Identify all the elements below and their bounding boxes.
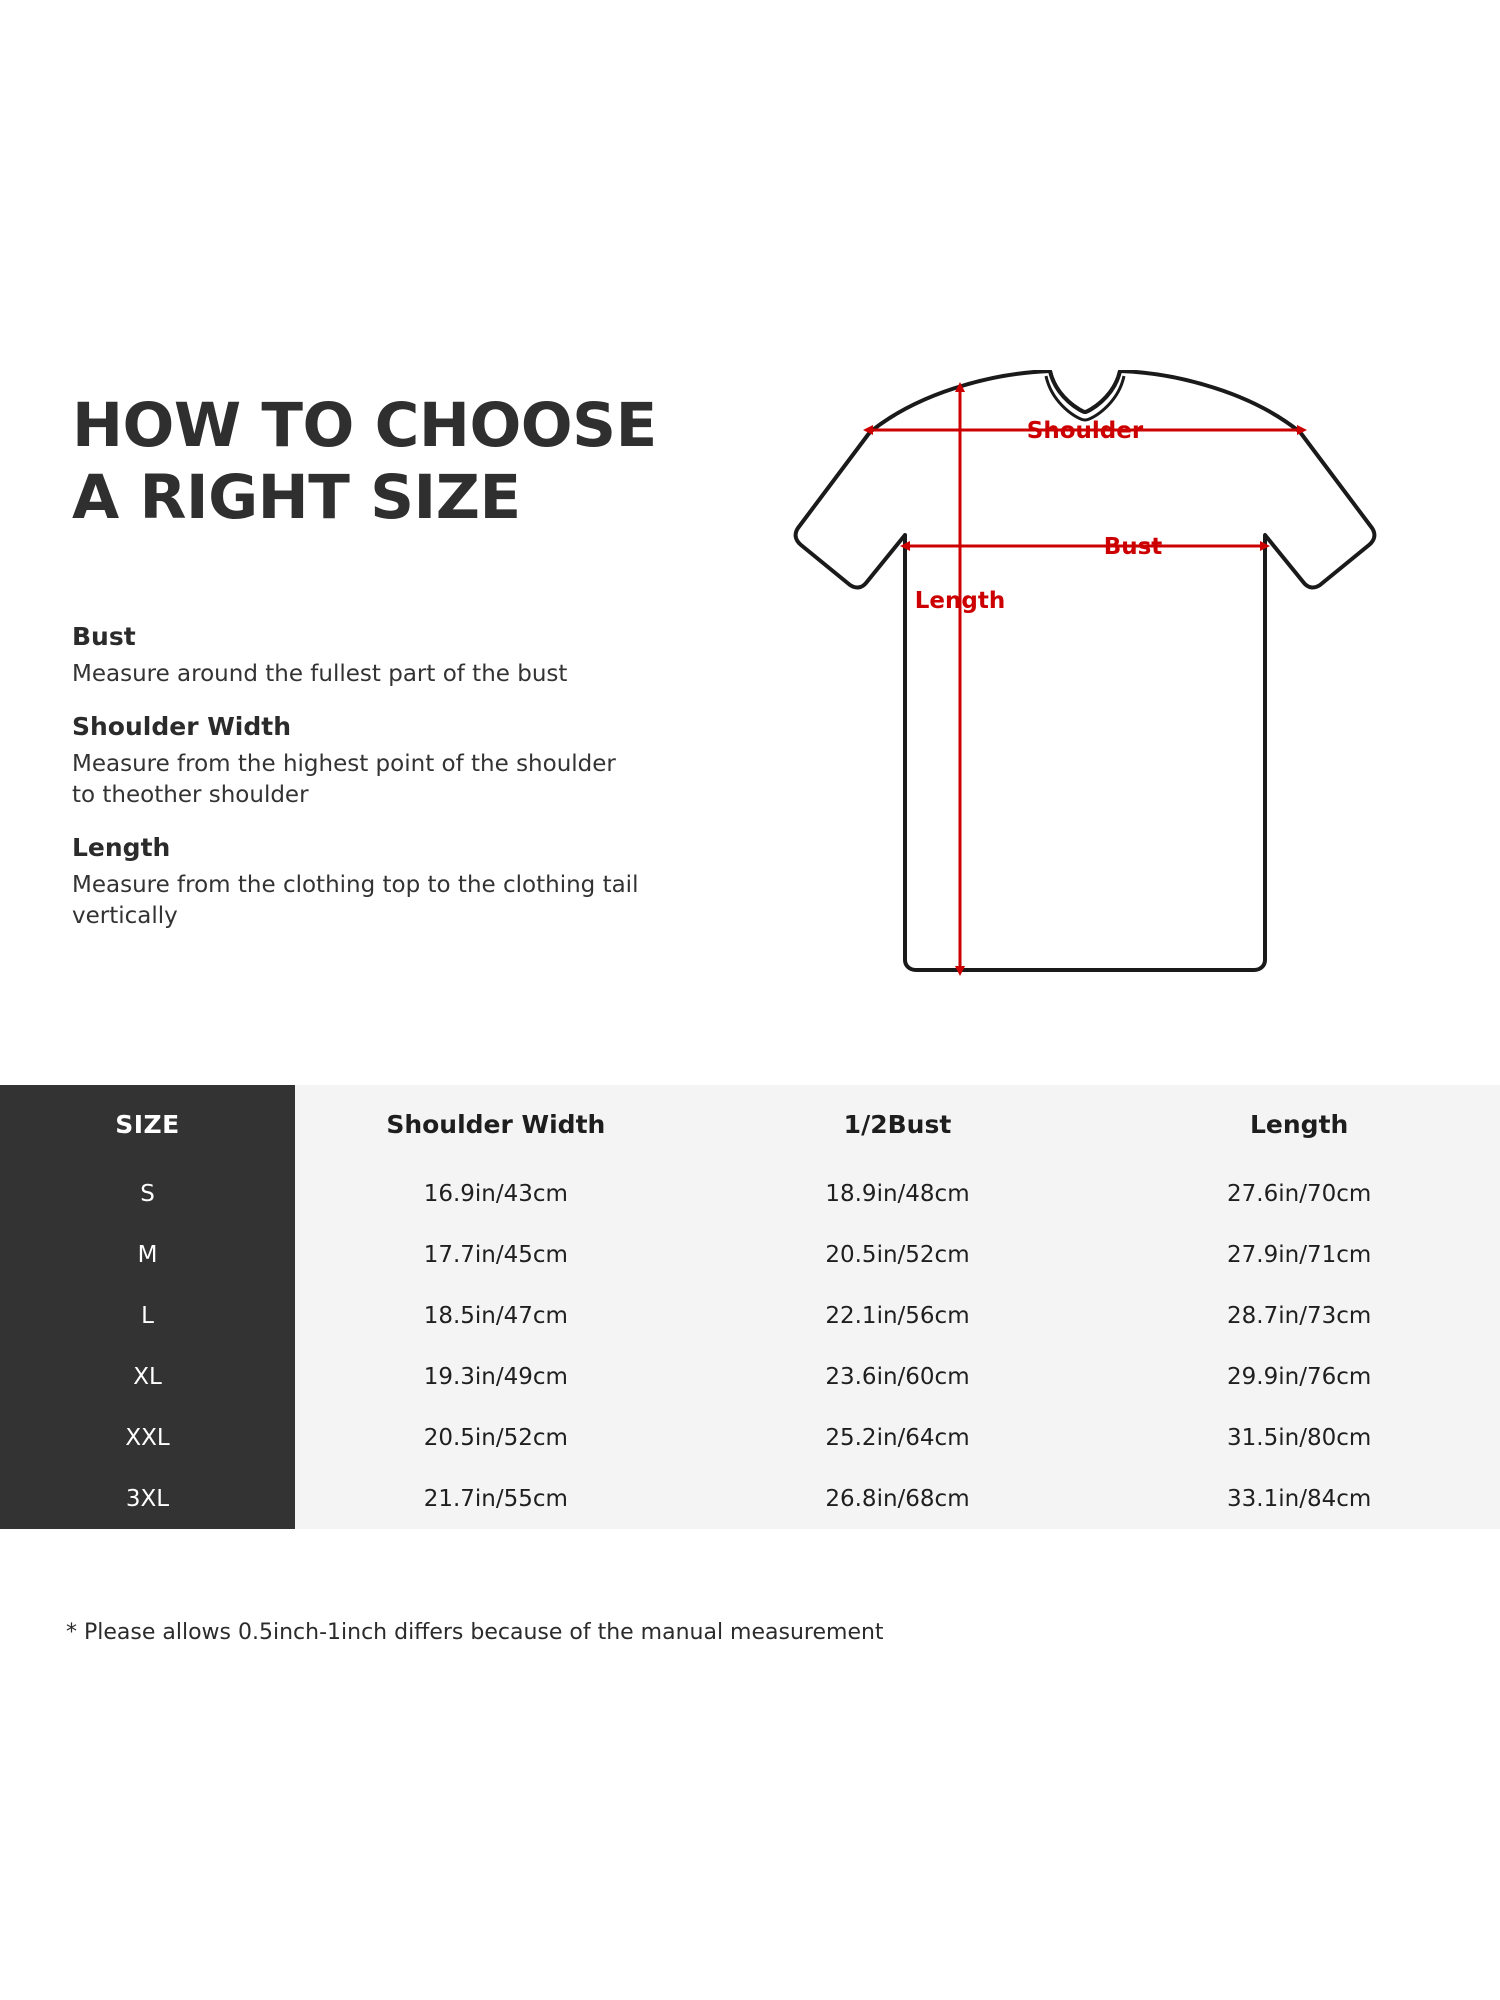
table-row [0,1346,1500,1407]
column-header-length: Length [1098,1085,1500,1163]
cell-size: 3XL [0,1468,295,1529]
cell-half-bust: 22.1in/56cm [697,1285,1099,1346]
cell-half-bust: 18.9in/48cm [697,1163,1099,1224]
column-header-half-bust: 1/2Bust [697,1085,1099,1163]
shoulder-measure-label: Shoulder [1026,418,1144,444]
cell-size: XXL [0,1407,295,1468]
cell-length: 27.9in/71cm [1098,1224,1500,1285]
cell-shoulder-width: 17.7in/45cm [295,1224,697,1285]
cell-length: 31.5in/80cm [1098,1407,1500,1468]
cell-half-bust: 25.2in/64cm [697,1407,1099,1468]
cell-shoulder-width: 20.5in/52cm [295,1407,697,1468]
page-title-line-2: A RIGHT SIZE [72,461,521,533]
page-title-line-1: HOW TO CHOOSE [72,390,657,461]
cell-shoulder-width: 18.5in/47cm [295,1285,697,1346]
table-header-row [0,1085,1500,1163]
table-row [0,1224,1500,1285]
cell-size: S [0,1163,295,1224]
cell-size: XL [0,1346,295,1407]
definition-bust-desc: Measure around the fullest part of the bust [72,661,568,687]
cell-size: L [0,1285,295,1346]
column-header-size: SIZE [0,1085,295,1163]
table-row [0,1163,1500,1224]
definition-length [72,833,692,932]
cell-half-bust: 20.5in/52cm [697,1224,1099,1285]
table-row [0,1285,1500,1346]
page-title [72,390,712,534]
cell-length: 33.1in/84cm [1098,1468,1500,1529]
tshirt-measurement-diagram [760,370,1410,1010]
cell-length: 27.6in/70cm [1098,1163,1500,1224]
definition-length-desc: Measure from the clothing top to the clothing tail vertically [72,872,639,930]
cell-shoulder-width: 19.3in/49cm [295,1346,697,1407]
cell-half-bust: 26.8in/68cm [697,1468,1099,1529]
definition-bust [72,622,692,690]
definition-shoulder-width-desc: Measure from the highest point of the shoulder to theother shoulder [72,751,616,809]
cell-shoulder-width: 21.7in/55cm [295,1468,697,1529]
cell-length: 28.7in/73cm [1098,1285,1500,1346]
measurement-disclaimer: * Please allows 0.5inch-1inch differs because of the manual measurement [66,1620,884,1645]
column-header-shoulder-width: Shoulder Width [295,1085,697,1163]
definition-length-term: Length [72,833,171,863]
tshirt-outline-icon [796,371,1375,970]
size-chart-table [0,1085,1500,1529]
measurement-definitions [72,622,692,954]
cell-length: 29.9in/76cm [1098,1346,1500,1407]
definition-shoulder-width [72,712,692,811]
table-row [0,1468,1500,1529]
definition-shoulder-width-term: Shoulder Width [72,712,292,742]
definition-bust-term: Bust [72,622,136,651]
cell-half-bust: 23.6in/60cm [697,1346,1099,1407]
cell-size: M [0,1224,295,1285]
cell-shoulder-width: 16.9in/43cm [295,1163,697,1224]
length-measure-label: Length [914,588,1006,614]
bust-measure-label: Bust [1103,534,1163,560]
table-row [0,1407,1500,1468]
